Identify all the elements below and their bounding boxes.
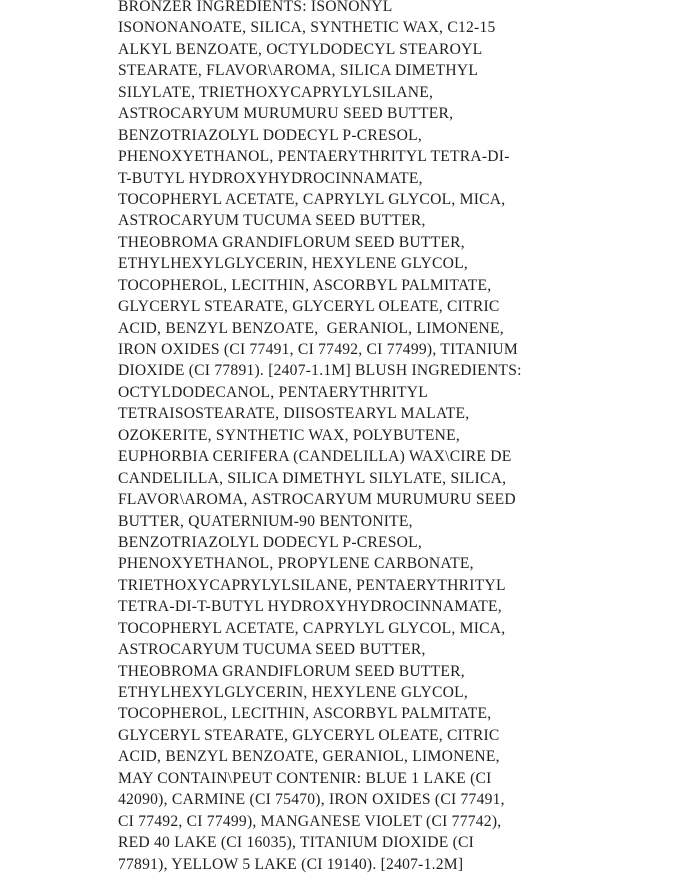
text-line: BRONZER INGREDIENTS: ISONONYL [118,0,393,15]
text-line: ASTROCARYUM TUCUMA SEED BUTTER, [118,641,426,659]
text-line: OCTYLDODECANOL, PENTAERYTHRITYL [118,383,429,401]
text-line: TOCOPHEROL, LECITHIN, ASCORBYL PALMITATE, [118,705,492,723]
text-line: CI 77492, CI 77499), MANGANESE VIOLET (CI 77742), [118,812,502,830]
text-line: T-BUTYL HYDROXYHYDROCINNAMATE, [118,169,423,187]
text-line: SILYLATE, TRIETHOXYCAPRYLYLSILANE, [118,83,434,101]
text-line: TETRAISOSTEARATE, DIISOSTEARYL MALATE, [118,405,470,423]
text-line: TOCOPHERYL ACETATE, CAPRYLYL GLYCOL, MICA, [118,619,506,637]
text-line: DIOXIDE (CI 77891). [2407-1.1M] BLUSH INGREDIENTS: [118,362,522,380]
text-line: CANDELILLA, SILICA DIMETHYL SILYLATE, SILICA, [118,469,507,487]
text-line: TRIETHOXYCAPRYLYLSILANE, PENTAERYTHRITYL [118,576,506,594]
text-line: GLYCERYL STEARATE, GLYCERYL OLEATE, CITRIC [118,726,500,744]
text-line: BENZOTRIAZOLYL DODECYL P-CRESOL, [118,126,423,144]
text-line: BUTTER, QUATERNIUM-90 BENTONITE, [118,512,413,530]
text-line: ACID, BENZYL BENZOATE, GERANIOL, LIMONENE, [118,748,500,766]
text-line: IRON OXIDES (CI 77491, CI 77492, CI 77499), TITANIUM [118,341,519,358]
text-line: TOCOPHEROL, LECITHIN, ASCORBYL PALMITATE, [118,276,492,294]
text-line: PHENOXYETHANOL, PENTAERYTHRITYL TETRA-DI- [118,148,510,166]
text-line: FLAVOR\AROMA, ASTROCARYUM MURUMURU SEED [118,491,516,509]
text-line: ETHYLHEXYLGLYCERIN, HEXYLENE GLYCOL, [118,255,469,273]
text-line: RED 40 LAKE (CI 16035), TITANIUM DIOXIDE (CI [118,834,475,852]
text-line: ISONONANOATE, SILICA, SYNTHETIC WAX, C12-15 [118,19,496,37]
text-line: THEOBROMA GRANDIFLORUM SEED BUTTER, [118,233,465,251]
text-line: ACID, BENZYL BENZOATE, GERANIOL, LIMONENE, [118,319,504,337]
text-line: 77891), YELLOW 5 LAKE (CI 19140). [2407-1.2M] [118,855,464,873]
text-line: THEOBROMA GRANDIFLORUM SEED BUTTER, [118,662,465,680]
text-line: ASTROCARYUM TUCUMA SEED BUTTER, [118,212,426,230]
text-line: OZOKERITE, SYNTHETIC WAX, POLYBUTENE, [118,426,461,444]
ingredient-text-block [118,0,588,875]
text-line: 42090), CARMINE (CI 75470), IRON OXIDES (CI 77491, [118,791,505,809]
text-line: TOCOPHERYL ACETATE, CAPRYLYL GLYCOL, MICA, [118,190,506,208]
text-line: STEARATE, FLAVOR\AROMA, SILICA DIMETHYL [118,62,479,80]
text-line: MAY CONTAIN\PEUT CONTENIR: BLUE 1 LAKE (CI [118,769,492,787]
text-line: TETRA-DI-T-BUTYL HYDROXYHYDROCINNAMATE, [118,598,502,616]
text-line: PHENOXYETHANOL, PROPYLENE CARBONATE, [118,555,474,573]
text-line: GLYCERYL STEARATE, GLYCERYL OLEATE, CITRIC [118,298,500,316]
text-line: ASTROCARYUM MURUMURU SEED BUTTER, [118,105,454,123]
text-line: BENZOTRIAZOLYL DODECYL P-CRESOL, [118,533,423,551]
text-line: EUPHORBIA CERIFERA (CANDELILLA) WAX\CIRE DE [118,448,512,466]
text-line: ETHYLHEXYLGLYCERIN, HEXYLENE GLYCOL, [118,684,469,701]
text-line: ALKYL BENZOATE, OCTYLDODECYL STEAROYL [118,40,483,58]
